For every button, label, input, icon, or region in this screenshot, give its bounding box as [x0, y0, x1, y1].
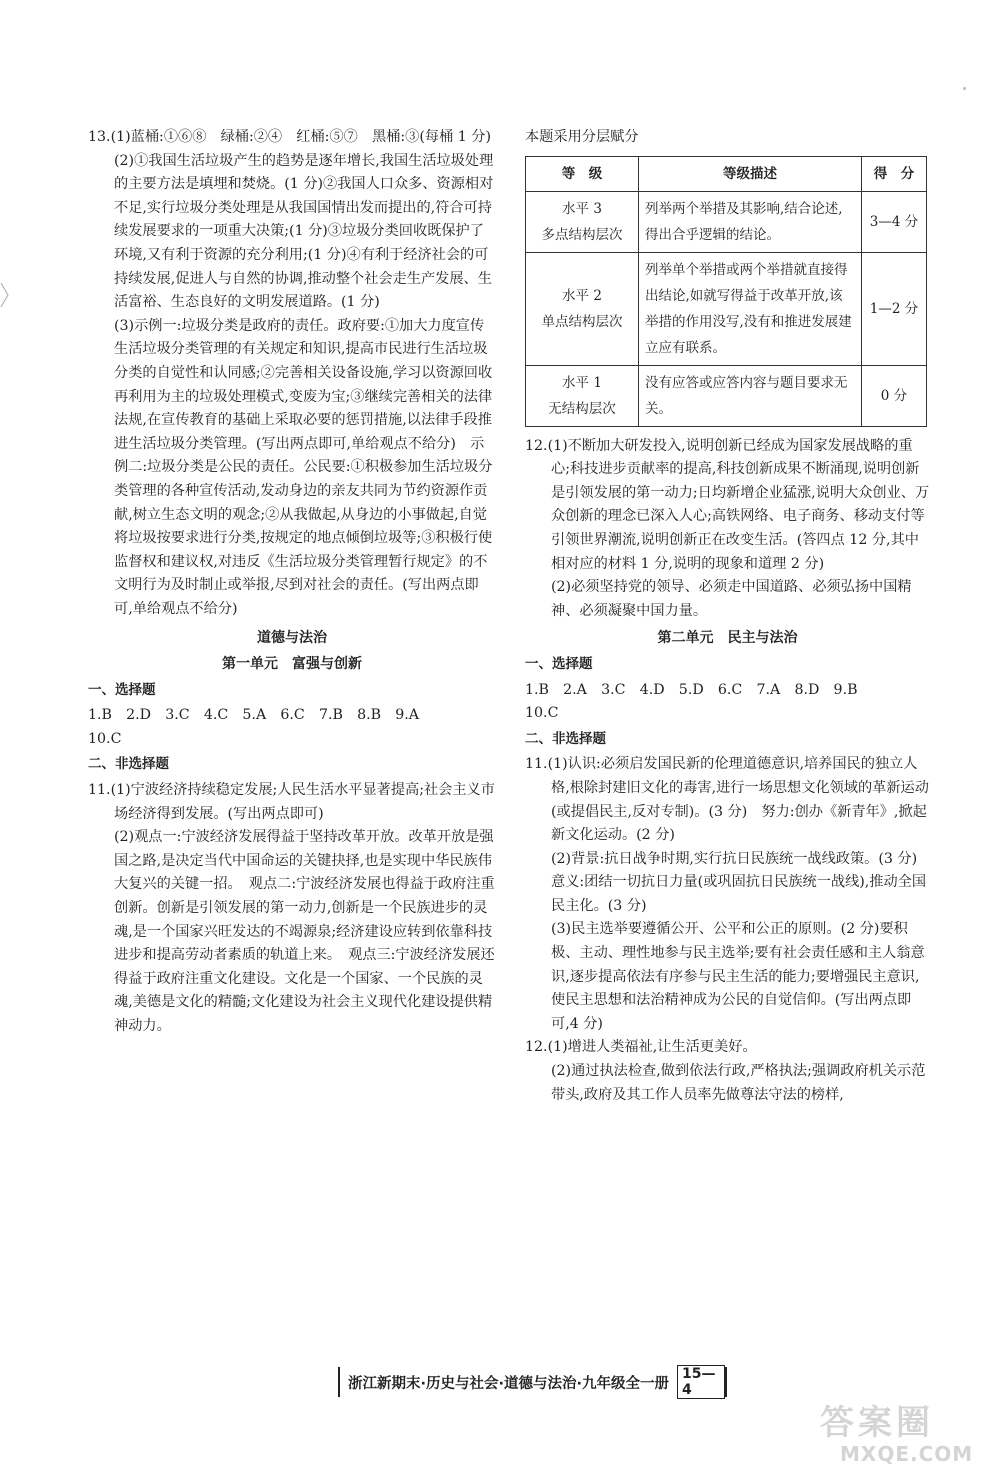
- q12-part1: 12.(1)不断加大研发投入,说明创新已经成为国家发展战略的重心;科技进步贡献率的提高,科技创新成果不断涌现,说明创新是引领发展的第一动力;日均新增企业猛涨,说明大众创业、万众创新的理念已深入人心;高铁网络、电子商务、移动支付等引领世界潮流,说明创新正在改变生活。(答四点 12 分,其中相对应的材料 1 分,说明的现象和道理 2 分): [525, 437, 930, 572]
- unit2-title: 第二单元 民主与法治: [657, 630, 798, 647]
- page-footer: [338, 1367, 727, 1397]
- table-header-desc: 等级描述: [639, 156, 862, 191]
- table-cell-desc: 列举两个举措及其影响,结合论述,得出合乎逻辑的结论。: [639, 191, 862, 252]
- right-column: [525, 126, 930, 1107]
- scoring-table: [525, 156, 927, 427]
- unit2-q12-part2: (2)通过执法检查,做到依法行政,严格执法;强调政府机关示范带头,政府及其工作人员率先做尊法守法的榜样,: [551, 1063, 926, 1103]
- section-title: 道德与法治: [257, 630, 327, 647]
- unit2-nonmc-heading: 二、非选择题: [525, 730, 606, 747]
- watermark-line2: MXQE.COM: [840, 1442, 974, 1466]
- scan-speck: [963, 87, 966, 90]
- unit2-mc-answers-line1: 1.B 2.A 3.C 4.D 5.D 6.C 7.A 8.D 9.B: [525, 681, 858, 698]
- table-header-row: [526, 156, 927, 191]
- q13-part3: (3)示例一:垃圾分类是政府的责任。政府要:①加大力度宣传生活垃圾分类管理的有关规定和知识,提高市民进行生活垃圾分类的自觉性和认同感;②完善相关设备设施,学习以资源回收再利用为主的垃圾处理模式,变废为宝;③继续完善相关的法律法规,在宣传教育的基础上采取必要的惩罚措施,以法律手段推进生活垃圾分类管理。(写出两点即可,单给观点不给分) 示例二:垃圾分类是公民的责任。公民要:①积极参加生活垃圾分类管理的各种宣传活动,发动身边的亲友共同为节约资源作贡献,树立生态文明的观念;②从我做起,从身边的小事做起,自觉将垃圾按要求进行分类,按规定的地点倾倒垃圾等;③积极行使监督权和建议权,对违反《生活垃圾分类管理暂行规定》的不文明行为及时制止或举报,尽到对社会的责任。(写出两点即可,单给观点不给分): [114, 317, 493, 617]
- footer-page-number: 15—4: [677, 1365, 725, 1399]
- table-header-score: 得 分: [862, 156, 927, 191]
- table-header-level: 等 级: [526, 156, 639, 191]
- table-cell-desc: 没有应答或应答内容与题目要求无关。: [639, 365, 862, 426]
- q12-part2: (2)必须坚持党的领导、必须走中国道路、必须弘扬中国精神、必须凝聚中国力量。: [551, 579, 912, 619]
- unit2-q11-part3: (3)民主选举要遵循公开、公平和公正的原则。(2 分)要积极、主动、理性地参与民主选举;要有社会责任感和主人翁意识,逐步提高依法有序参与民主生活的能力;要增强民主意识,使民主思想和法治精神成为公民的自觉信仰。(写出两点即可,4 分): [551, 921, 925, 1032]
- table-cell-score: 3—4 分: [862, 191, 927, 252]
- unit1-mc-heading: 一、选择题: [88, 681, 156, 698]
- table-cell-desc: 列举单个举措或两个举措就直接得出结论,如就写得益于改革开放,该举措的作用没写,没有和推进发展建立应有联系。: [639, 252, 862, 365]
- table-intro: 本题采用分层赋分: [525, 129, 639, 145]
- table-cell-level: 水平 3 多点结构层次: [526, 191, 639, 252]
- table-cell-score: 0 分: [862, 365, 927, 426]
- footer-book-title: 浙江新期末·历史与社会·道德与法治·九年级全一册: [348, 1375, 670, 1392]
- unit1-q11-part2: (2)观点一:宁波经济发展得益于坚持改革开放。改革开放是强国之路,是决定当代中国命运的关键抉择,也是实现中华民族伟大复兴的关键一招。 观点二:宁波经济发展也得益于政府注重创新。创新是引领发展的第一动力,创新是一个民族进步的灵魂,是一个国家兴旺发达的不竭源泉;经济建设应转到依靠科技进步和提高劳动者素质的轨道上来。 观点三:宁波经济发展还得益于政府注重文化建设。文化是一个国家、一个民族的灵魂,美德是文化的精髓;文化建设为社会主义现代化建设提供精神动力。: [114, 829, 495, 1034]
- unit1-mc-answers-line1: 1.B 2.D 3.C 4.C 5.A 6.C 7.B 8.B 9.A: [88, 707, 420, 724]
- unit2-q12-part1: 12.(1)增进人类福祉,让生活更美好。: [525, 1039, 757, 1056]
- watermark-logo: [820, 1395, 990, 1465]
- unit2-mc-answers-line2: 10.C: [525, 705, 559, 722]
- unit2-q11-part2: (2)背景:抗日战争时期,实行抗日民族统一战线政策。(3 分) 意义:团结一切抗日力量(或巩固抗日民族统一战线),推动全国民主化。(3 分): [551, 850, 932, 914]
- table-cell-level: 水平 1 无结构层次: [526, 365, 639, 426]
- table-cell-score: 1—2 分: [862, 252, 927, 365]
- page-edge-chevron-icon: [0, 282, 10, 308]
- watermark-line1: 答案圈: [820, 1403, 934, 1443]
- q13-part1: 13.(1)蓝桶:①⑥⑧ 绿桶:②④ 红桶:⑤⑦ 黑桶:③(每桶 1 分): [88, 129, 492, 145]
- table-row: [526, 191, 927, 252]
- unit2-mc-heading: 一、选择题: [525, 655, 593, 672]
- left-column: [88, 126, 496, 1039]
- table-cell-level: 水平 2 单点结构层次: [526, 252, 639, 365]
- unit1-nonmc-heading: 二、非选择题: [88, 756, 169, 773]
- q13-part2: (2)①我国生活垃圾产生的趋势是逐年增长,我国生活垃圾处理的主要方法是填埋和焚烧。(1 分)②我国人口众多、资源相对不足,实行垃圾分类处理是从我国国情出发而提出的,符合可持续发展要求的一项重大决策;(1 分)③垃圾分类回收既保护了环境,又有利于资源的充分利用;(1 分)④有利于经济社会的可持续发展,促进人与自然的协调,推动整个社会走生产发展、生活富裕、生态良好的文明发展道路。(1 分): [114, 152, 494, 311]
- unit1-title: 第一单元 富强与创新: [222, 656, 362, 673]
- table-row: [526, 252, 927, 365]
- table-row: [526, 365, 927, 426]
- unit1-q11-part1: 11.(1)宁波经济持续稳定发展;人民生活水平显著提高;社会主义市场经济得到发展。(写出两点即可): [88, 782, 495, 822]
- unit2-q11-part1: 11.(1)认识:必须启发国民新的伦理道德意识,培养国民的独立人格,根除封建旧文化的毒害,进行一场思想文化领域的革新运动(或提倡民主,反对专制)。(3 分) 努力:创办《新青年》,掀起新文化运动。(2 分): [525, 756, 929, 844]
- unit1-mc-answers-line2: 10.C: [88, 730, 122, 747]
